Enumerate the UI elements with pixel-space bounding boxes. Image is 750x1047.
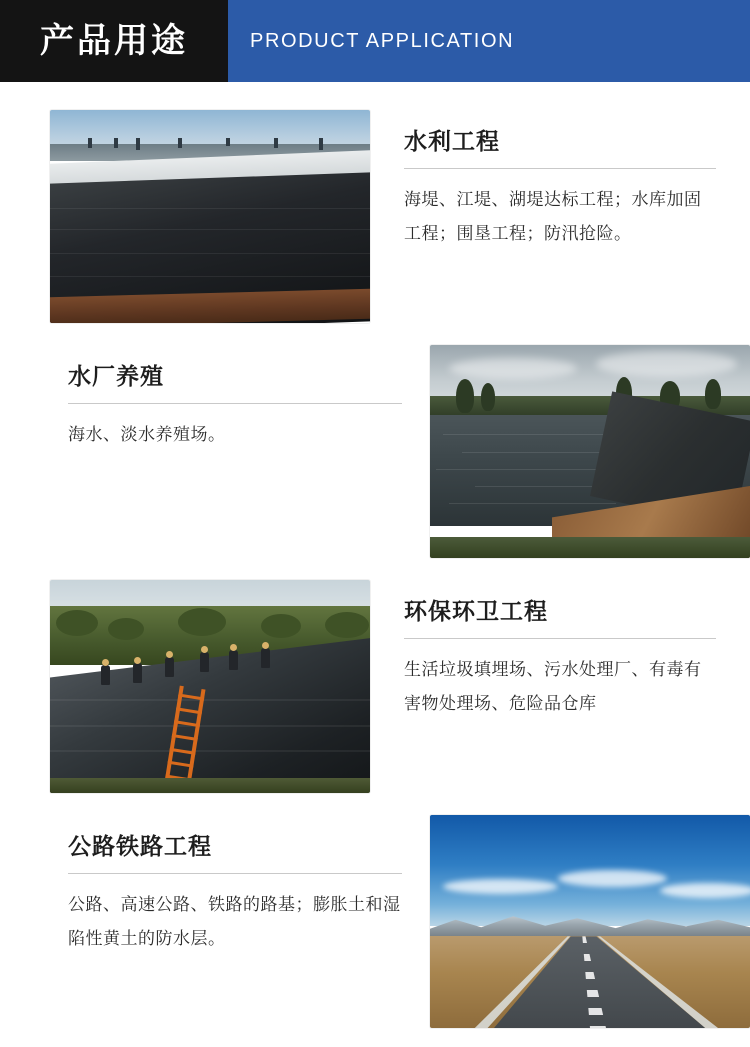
section-highway-railway — [0, 815, 750, 1028]
section-water-conservancy — [0, 110, 750, 323]
section-4-title: 公路铁路工程 — [68, 833, 212, 859]
section-1-title: 水利工程 — [404, 128, 500, 154]
section-aquaculture — [0, 345, 750, 558]
section-4-body: 公路、高速公路、铁路的路基；膨胀土和湿陷性黄土的防水层。 — [68, 894, 401, 948]
section-4-text — [50, 815, 430, 1028]
section-1-text — [370, 110, 750, 323]
landfill-membrane-photo — [50, 580, 370, 793]
application-sections — [0, 82, 750, 1028]
page-title-en: PRODUCT APPLICATION — [250, 29, 515, 52]
page-title-cn: 产品用途 — [40, 22, 188, 60]
section-2-body: 海水、淡水养殖场。 — [68, 424, 226, 444]
section-2-text — [50, 345, 430, 558]
aquaculture-pond-photo — [430, 345, 750, 558]
section-3-title: 环保环卫工程 — [404, 598, 548, 624]
reservoir-geomembrane-photo — [50, 110, 370, 323]
header-title-block — [0, 0, 228, 82]
section-3-body: 生活垃圾填埋场、污水处理厂、有毒有害物处理场、危险品仓库 — [404, 659, 702, 713]
page-header — [0, 0, 750, 82]
section-3-divider — [404, 638, 716, 639]
section-3-text — [370, 580, 750, 793]
section-2-divider — [68, 403, 402, 404]
section-2-title: 水厂养殖 — [68, 363, 164, 389]
section-1-body: 海堤、江堤、湖堤达标工程；水库加固工程；围垦工程；防汛抢险。 — [404, 189, 702, 243]
highway-railway-photo — [430, 815, 750, 1028]
section-4-divider — [68, 873, 402, 874]
section-1-divider — [404, 168, 716, 169]
section-environmental — [0, 580, 750, 793]
